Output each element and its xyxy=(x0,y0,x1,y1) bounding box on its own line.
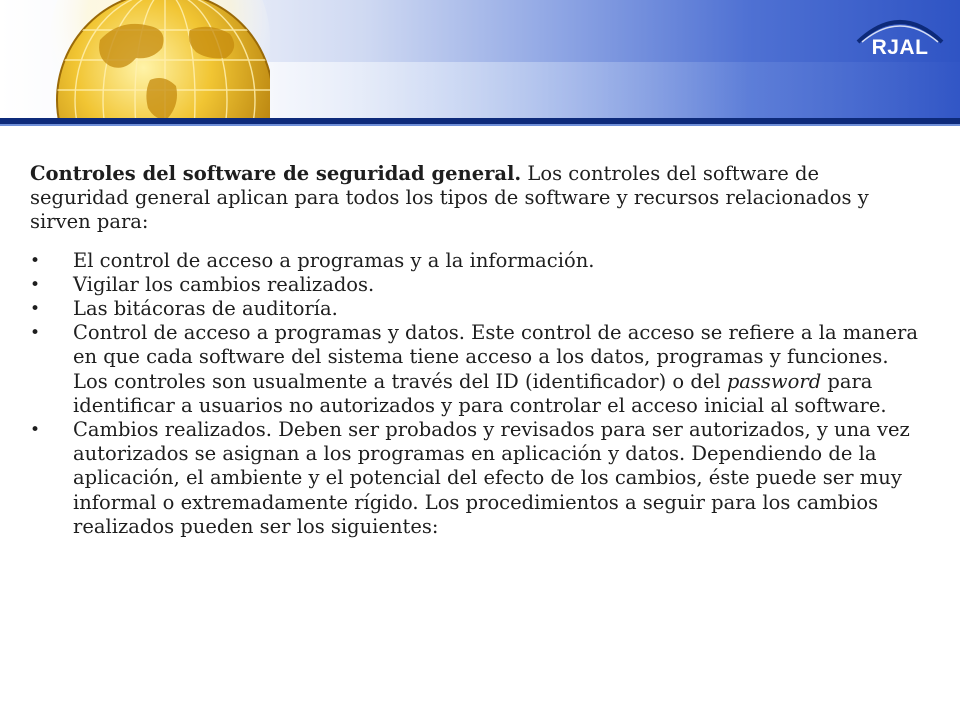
bullet-item xyxy=(30,297,920,321)
bullet-item xyxy=(30,273,920,297)
bullet-marker: • xyxy=(30,299,41,320)
bullet-text: para identificar a usuarios no autorizados y para controlar el acceso inicial al software. xyxy=(73,369,887,417)
globe-icon xyxy=(40,0,270,126)
bullet-text: Las bitácoras de auditoría. xyxy=(73,297,338,321)
bullet-text: Cambios realizados. Deben ser probados y revisados para ser autorizados, y una vez autorizados se asignan a los programas en aplicación y datos. Dependiendo de la aplicación, el ambiente y el potencial del efecto de los cambios, éste puede ser muy informal o extremadamente rígido. Los procedimientos a seguir para los cambios realizados pueden ser los siguientes: xyxy=(73,418,910,538)
bullet-item xyxy=(30,321,920,418)
header-divider-thin xyxy=(0,124,960,126)
bullet-text: password xyxy=(726,369,822,393)
bullet-text: Vigilar los cambios realizados. xyxy=(73,272,375,296)
bullet-item xyxy=(30,249,920,273)
bullet-text: Control de acceso a programas y datos. Este control de acceso se refiere a la manera en que cada software del sistema tiene acceso a los datos, programas y funciones. Los controles son usualmente a través del ID (identificador) o del xyxy=(73,321,918,393)
bullet-list xyxy=(30,249,920,539)
intro-heading: Controles del software de seguridad general. xyxy=(30,162,522,185)
intro-text: Los controles del software de seguridad general aplican para todos los tipos de software y recursos relacionados y sirven para: xyxy=(30,162,869,234)
bullet-marker: • xyxy=(30,420,41,441)
bullet-item xyxy=(30,418,920,539)
document-body xyxy=(30,162,920,539)
bullet-marker: • xyxy=(30,250,41,271)
bullet-marker: • xyxy=(30,274,41,295)
bullet-marker: • xyxy=(30,323,41,344)
intro-paragraph xyxy=(30,162,920,235)
bullet-text: El control de acceso a programas y a la información. xyxy=(73,248,595,272)
logo-text: RJAL xyxy=(871,36,929,59)
header-band xyxy=(258,62,960,118)
